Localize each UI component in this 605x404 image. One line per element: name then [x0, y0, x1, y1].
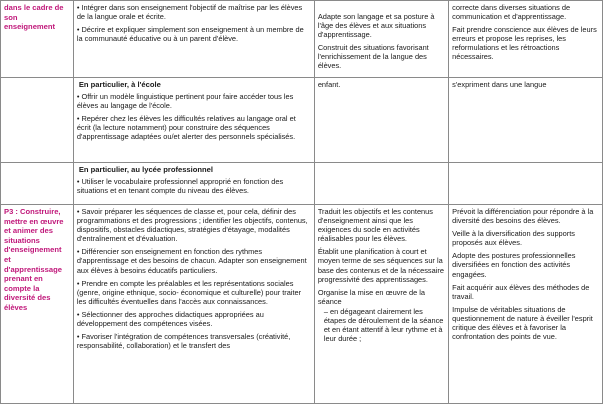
- list-item: correcte dans diverses situations de communication et d'apprentissage.: [452, 3, 571, 22]
- list-item: • Favoriser l'intégration de compétences transversales (créativité, responsabilité, collaboration) et le transfert des: [76, 332, 291, 351]
- competency-label: [1, 78, 74, 163]
- skills-cell: [73, 163, 314, 205]
- list-item: Adopte des postures professionnelles diversifiées en fonction des activités engagées.: [452, 251, 576, 279]
- expert-indicators-cell: [449, 1, 603, 78]
- list-item: Traduit les objectifs et les contenus d'enseignement ainsi que les exigences du socle en activités réalisables pour les élèves.: [317, 207, 433, 244]
- list-item: • Utiliser le vocabulaire professionnel approprié en fonction des situations et en tenant compte du niveau des élèves.: [76, 177, 284, 196]
- list-item: s'expriment dans une langue: [452, 80, 547, 89]
- competency-label: [1, 1, 74, 78]
- list-item: Prévoit la différenciation pour répondre à la diversité des besoins des élèves.: [452, 207, 594, 226]
- skills-cell: [73, 205, 314, 404]
- indicators-cell: [314, 78, 448, 163]
- indicators-cell: [314, 1, 448, 78]
- indicators-cell: [314, 163, 448, 205]
- list-item: • Prendre en compte les préalables et les représentations sociales (genre, origine ethnique, socio- économique et culturelle) pour traiter les difficultés éventuelles dans l'accès aux connaissances.: [76, 278, 302, 306]
- list-item: Construit des situations favorisant l'enrichissement de la langue des élèves.: [317, 43, 429, 71]
- competency-label: [1, 163, 74, 205]
- table-row: [1, 78, 603, 163]
- list-item: • Repérer chez les élèves les difficultés relatives au langage oral et écrit (la lecture notamment) pour construire des séquences d'apprentissage adaptées ou/et alerter des personnels spécialisés.: [76, 114, 296, 142]
- list-item: • Différencier son enseignement en fonction des rythmes d'apprentissage et des besoins de chacun. Adapter son enseignement aux élèves à besoins éducatifs particuliers.: [76, 247, 307, 275]
- competency-label: [1, 205, 74, 404]
- expert-indicators-cell: [449, 163, 603, 205]
- skills-cell: [73, 1, 314, 78]
- list-item: • Décrire et expliquer simplement son enseignement à un membre de la communauté éducative ou à un parent d'élève.: [76, 25, 304, 44]
- skills-cell: [73, 78, 314, 163]
- list-item: • Intégrer dans son enseignement l'objectif de maîtrise par les élèves de la langue orale et écrite.: [76, 3, 303, 22]
- list-item: enfant.: [317, 80, 341, 89]
- expert-indicators-cell: [449, 78, 603, 163]
- table-row: [1, 163, 603, 205]
- list-item: Adapte son langage et sa posture à l'âge des élèves et aux situations d'apprentissage.: [317, 12, 435, 40]
- list-item: • Offrir un modèle linguistique pertinent pour faire accéder tous les élèves au langage de l'école.: [76, 92, 294, 111]
- list-item: Fait prendre conscience aux élèves de leurs erreurs et propose les reprises, les reformulations et les rétroactions nécessaires.: [452, 25, 597, 62]
- competency-label-text: dans le cadre de son enseignement: [4, 3, 64, 32]
- expert-indicators-cell: [449, 205, 603, 404]
- indicators-cell: [314, 205, 448, 404]
- table-row: [1, 205, 603, 404]
- list-item: Fait acquérir aux élèves des méthodes de travail.: [452, 282, 590, 301]
- list-item: Impulse de véritables situations de questionnement de nature à éveiller l'esprit critique des élèves et à favoriser la confrontation des points de vue.: [452, 304, 593, 342]
- list-item: – en dégageant clairement les étapes de déroulement de la séance et en étant attentif à leur rythme et à leur durée ;: [323, 306, 444, 344]
- table-row: [1, 1, 603, 78]
- competency-label-text: P3 : Construire, mettre en œuvre et animer des situations d'enseignement et d'apprentissage prenant en compte la diversité des élèves: [4, 207, 64, 312]
- list-item: • Savoir préparer les séquences de classe et, pour cela, définir des programmations et des progressions ; identifier les objectifs, contenus, dispositifs, obstacles didactiques, stratégies d'étayage, modalités d'entraînement et d'évaluation.: [76, 207, 308, 244]
- section-heading: En particulier, à l'école: [78, 80, 161, 89]
- list-item: • Sélectionner des approches didactiques appropriées au développement des compétences visées.: [76, 309, 264, 329]
- list-item: Organise la mise en œuvre de la séance: [317, 287, 426, 306]
- list-item: Veille à la diversification des supports proposés aux élèves.: [452, 229, 575, 248]
- section-heading: En particulier, au lycée professionnel: [78, 165, 214, 174]
- list-item: Établit une planification à court et moyen terme de ses séquences sur la base des contenus et de la nécessaire progressivité des apprentissages.: [317, 247, 444, 284]
